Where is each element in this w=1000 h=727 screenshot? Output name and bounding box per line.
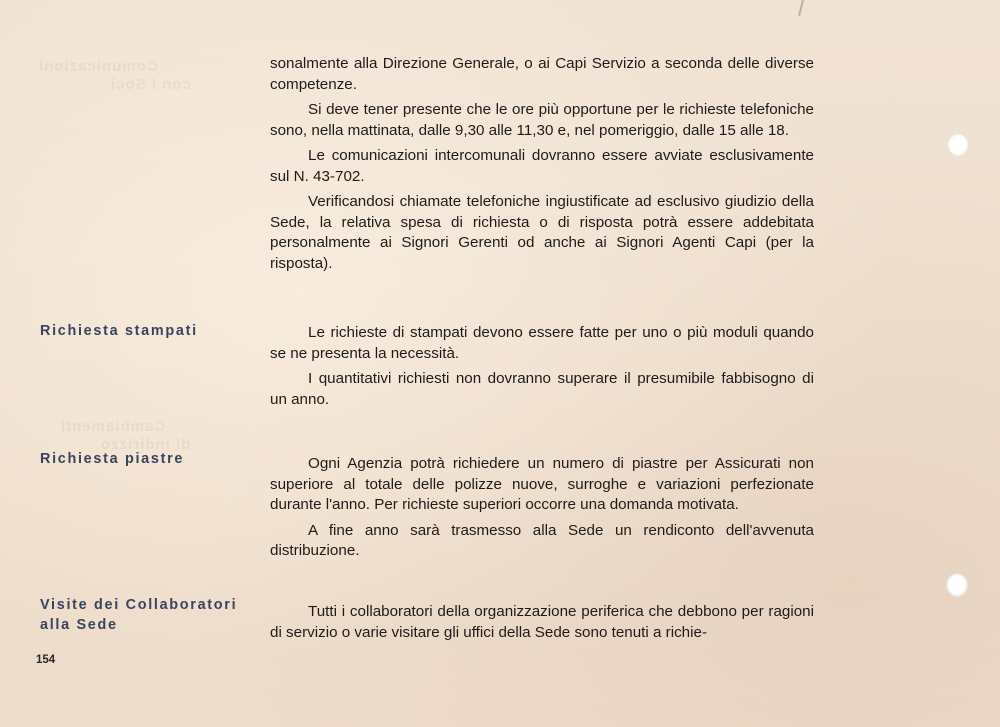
paragraph: Le comunicazioni intercomunali dovranno essere avviate esclusivamente sul N. 43-702. <box>270 147 814 185</box>
section-continuation <box>270 54 814 279</box>
section-heading-richiesta-stampati: Richiesta stampati <box>40 323 198 339</box>
section-richiesta-piastre <box>270 454 814 567</box>
paragraph: Tutti i collaboratori della organizzazione periferica che debbono per ragioni di servizio o varie visitare gli uffici della Sede sono tenuti a richie- <box>270 603 814 641</box>
paragraph: Si deve tener presente che le ore più opportune per le richieste telefoniche sono, nella mattinata, dalle 9,30 alle 11,30 e, nel pomeriggio, dalle 15 alle 18. <box>270 101 814 139</box>
section-richiesta-stampati <box>270 323 814 415</box>
show-through-text: di indirizzo <box>100 436 191 453</box>
paragraph: I quantitativi richiesti non dovranno superare il presumibile fabbisogno di un anno. <box>270 370 814 408</box>
pen-mark <box>798 0 804 16</box>
section-heading-richiesta-piastre: Richiesta piastre <box>40 451 185 467</box>
paragraph: Le richieste di stampati devono essere fatte per uno o più moduli quando se ne presenta la necessità. <box>270 324 814 362</box>
paragraph: Verificandosi chiamate telefoniche ingiustificate ad esclusivo giudizio della Sede, la relativa spesa di richiesta o di risposta potrà essere addebitata personalmente ai Signori Gerenti od anche ai Signori Agenti Capi (per la risposta). <box>270 193 814 272</box>
paragraph: A fine anno sarà trasmesso alla Sede un rendiconto dell'avvenuta distribuzione. <box>270 521 814 559</box>
paragraph: sonalmente alla Direzione Generale, o ai Capi Servizio a seconda delle diverse competenze. <box>270 55 814 93</box>
show-through-text: con i Soci <box>110 76 191 93</box>
page-number: 154 <box>36 654 56 666</box>
section-heading-visite-collaboratori: Visite dei Collaboratori alla Sede <box>40 597 238 633</box>
paragraph: Ogni Agenzia potrà richiedere un numero di piastre per Assicurati non superiore al totale delle polizze nuove, surroghe e variazioni perfezionate durante l'anno. Per richieste superiori occorre una domanda motivata. <box>270 455 814 513</box>
section-visite-collaboratori <box>270 602 814 648</box>
punch-hole <box>947 133 969 157</box>
show-through-text: Cambiamenti <box>60 418 166 435</box>
show-through-text: Comunicazioni <box>38 58 158 75</box>
punch-hole <box>946 573 968 597</box>
